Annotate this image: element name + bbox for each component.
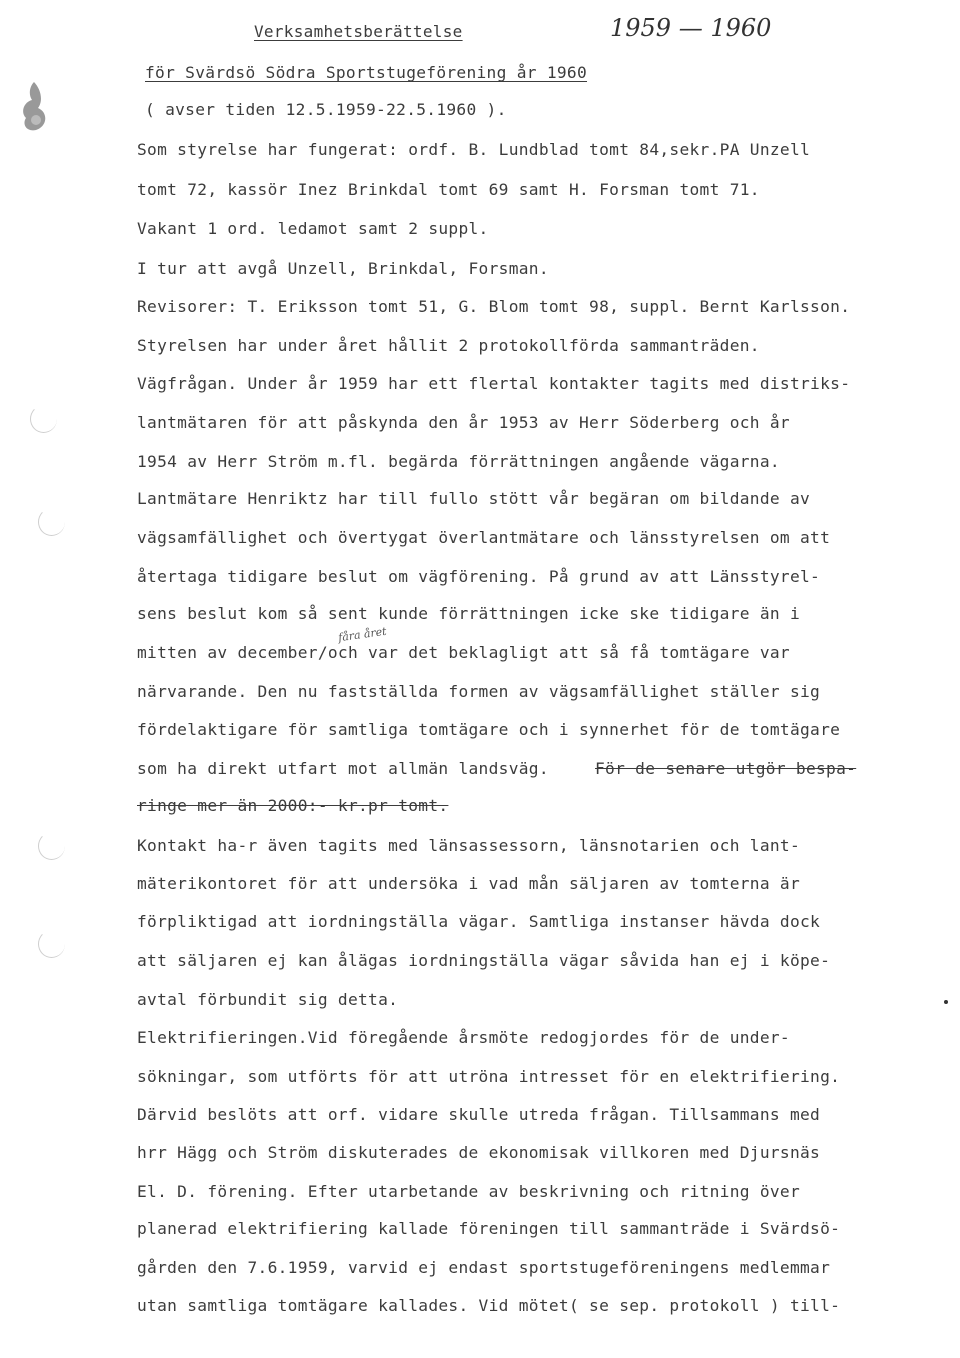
text-line: Styrelsen har under året hållit 2 protokollförda sammanträden. (137, 336, 760, 355)
text-line: lantmätaren för att påskynda den år 1953 av Herr Söderberg och år (137, 413, 790, 432)
text-line: Kontakt ha-r även tagits med länsassessorn, länsnotarien och lant- (137, 836, 801, 855)
text-line: att säljaren ej kan ålägas iordningställa vägar såvida han ej i köpe- (137, 951, 831, 970)
text-line: Lantmätare Henriktz har till fullo stött vår begäran om bildande av (137, 489, 811, 508)
text-line: avtal förbundit sig detta. (137, 990, 399, 1009)
text-line: återtaga tidigare beslut om vägförening. På grund av att Länsstyrel- (137, 567, 821, 586)
handwritten-year: 1959 — 1960 (610, 14, 772, 42)
text-line: 1954 av Herr Ström m.fl. begärda förrättningen angående vägarna. (137, 452, 780, 471)
text-line: Elektrifieringen.Vid föregående årsmöte redogjordes för de under- (137, 1028, 790, 1047)
text-line: närvarande. Den nu fastställda formen av vägsamfällighet ställer sig (137, 682, 821, 701)
struck-text: ringe mer än 2000:- kr.pr tomt. (137, 796, 449, 815)
document-title: Verksamhetsberättelse (254, 22, 463, 41)
margin-dot (944, 1000, 948, 1004)
text-line: mäterikontoret för att undersöka i vad mån säljaren av tomterna är (137, 874, 801, 893)
text-line: mitten av december/och var det beklagligt att så få tomtägare var (137, 643, 790, 662)
margin-hole-mark (30, 405, 57, 433)
margin-hole-mark (38, 508, 65, 536)
period-line: ( avser tiden 12.5.1959-22.5.1960 ). (145, 100, 507, 119)
text-line: fördelaktigare för samtliga tomtägare och i synnerhet för de tomtägare (137, 720, 841, 739)
struck-text: För de senare utgör bespa- (595, 759, 857, 778)
text-line: sens beslut kom så sent kunde förrättningen icke ske tidigare än i (137, 604, 801, 623)
punch-hole-mark (14, 78, 54, 138)
text-line: gården den 7.6.1959, varvid ej endast sportstugeföreningens medlemmar (137, 1258, 831, 1277)
document-subtitle: för Svärdsö Södra Sportstugeförening år 1960 (145, 63, 588, 82)
text-line: Vakant 1 ord. ledamot samt 2 suppl. (137, 219, 489, 238)
margin-hole-mark (38, 832, 65, 860)
text-line: Därvid beslöts att orf. vidare skulle utreda frågan. Tillsammans med (137, 1105, 821, 1124)
text-line: hrr Hägg och Ström diskuterades de ekonomisak villkoren med Djursnäs (137, 1143, 821, 1162)
text-line: vägsamfällighet och övertygat överlantmätare och länsstyrelsen om att (137, 528, 831, 547)
text-line: utan samtliga tomtägare kallades. Vid mötet( se sep. protokoll ) till- (137, 1296, 841, 1315)
margin-hole-mark (38, 930, 65, 958)
text-line: Vägfrågan. Under år 1959 har ett flertal kontakter tagits med distriks- (137, 374, 851, 393)
text-line: I tur att avgå Unzell, Brinkdal, Forsman. (137, 259, 549, 278)
text-line: tomt 72, kassör Inez Brinkdal tomt 69 samt H. Forsman tomt 71. (137, 180, 760, 199)
text-line: sökningar, som utförts för att utröna intresset för en elektrifiering. (137, 1067, 841, 1086)
text-line: planerad elektrifiering kallade föreningen till sammanträde i Svärdsö- (137, 1219, 841, 1238)
text-line: som ha direkt utfart mot allmän landsväg. (137, 759, 549, 778)
text-line: El. D. förening. Efter utarbetande av beskrivning och ritning över (137, 1182, 801, 1201)
text-line: Som styrelse har fungerat: ordf. B. Lundblad tomt 84,sekr.PA Unzell (137, 140, 811, 159)
text-line: Revisorer: T. Eriksson tomt 51, G. Blom tomt 98, suppl. Bernt Karlsson. (137, 297, 851, 316)
handwritten-insert: fåra året (337, 624, 388, 645)
text-line: förpliktigad att iordningställa vägar. Samtliga instanser hävda dock (137, 912, 821, 931)
